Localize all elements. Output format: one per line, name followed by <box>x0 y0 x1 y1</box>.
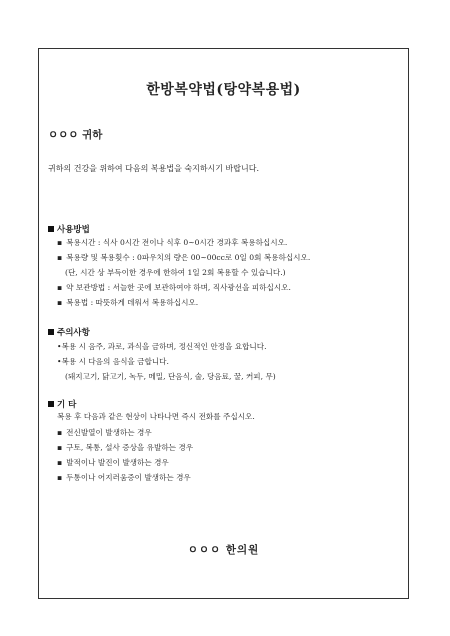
other-section-heading <box>48 398 76 410</box>
recipient-line: ㅇㅇㅇ 귀하 <box>48 129 103 141</box>
usage-section-heading <box>48 223 90 235</box>
bullet-icon: ▪ <box>57 253 63 262</box>
clinic-name: ㅇㅇㅇ 한의원 <box>187 544 260 556</box>
other-item <box>57 442 193 453</box>
other-heading-label: 기 타 <box>57 400 77 410</box>
square-bullet-icon <box>48 329 54 335</box>
bullet-icon: ▪ <box>57 298 63 307</box>
square-bullet-icon <box>48 401 54 407</box>
caution-item: •복용 시 음주, 과로, 과식을 금하며, 정신적인 안정을 요합니다. <box>57 342 267 351</box>
other-item-text: 구토, 복통, 설사 증상을 유발하는 경우 <box>66 443 194 452</box>
caution-item-note: (돼지고기, 닭고기, 녹두, 메밀, 단음식, 술, 당음료, 꿀, 커피, 무) <box>65 372 276 381</box>
bullet-icon: ▪ <box>57 283 63 292</box>
intro-text: 귀하의 건강을 위하여 다음의 복용법을 숙지하시기 바랍니다. <box>48 164 259 173</box>
cautions-section-heading <box>48 326 90 338</box>
bullet-icon: ▪ <box>57 473 63 482</box>
caution-item: •복용 시 다음의 음식을 금합니다. <box>57 357 169 366</box>
usage-item-text: 복용시간 : 식사 0시간 전이나 식후 0~0시간 경과후 복용하십시오. <box>66 238 288 247</box>
usage-item <box>57 297 198 308</box>
bullet-icon: ▪ <box>57 428 63 437</box>
usage-item-text: 복용법 : 따뜻하게 데워서 복용하십시오. <box>66 298 199 307</box>
usage-item <box>57 282 291 293</box>
other-lead-text: 복용 후 다음과 같은 현상이 나타나면 즉시 전화를 주십시오. <box>57 412 255 421</box>
other-item-text: 두통이나 어지러움증이 발생하는 경우 <box>66 473 191 482</box>
usage-item-note: (단, 시간 상 부득이한 경우에 한하여 1일 2회 복용할 수 있습니다.) <box>65 268 286 277</box>
bullet-icon: ▪ <box>57 238 63 247</box>
bullet-icon: ▪ <box>57 458 63 467</box>
usage-item-text: 복용량 및 복용횟수 : 0파우치의 량은 00~00cc로 0일 0회 복용하십시오. <box>66 253 311 262</box>
usage-item-text: 약 보관방법 : 서늘한 곳에 보관하여야 하며, 직사광선을 피하십시오. <box>66 283 291 292</box>
other-item <box>57 457 169 468</box>
cautions-heading-label: 주의사항 <box>57 328 90 338</box>
bullet-icon: ▪ <box>57 443 63 452</box>
usage-item <box>57 252 310 263</box>
document-title: 한방복약법(탕약복용법) <box>146 82 301 98</box>
other-item <box>57 427 152 438</box>
prescription-page <box>38 48 409 599</box>
usage-heading-label: 사용방법 <box>57 225 90 235</box>
other-item-text: 발적이나 발진이 발생하는 경우 <box>66 458 169 467</box>
square-bullet-icon <box>48 226 54 232</box>
other-item-text: 전신발열이 발생하는 경우 <box>66 428 152 437</box>
usage-item <box>57 237 287 248</box>
other-item <box>57 472 191 483</box>
